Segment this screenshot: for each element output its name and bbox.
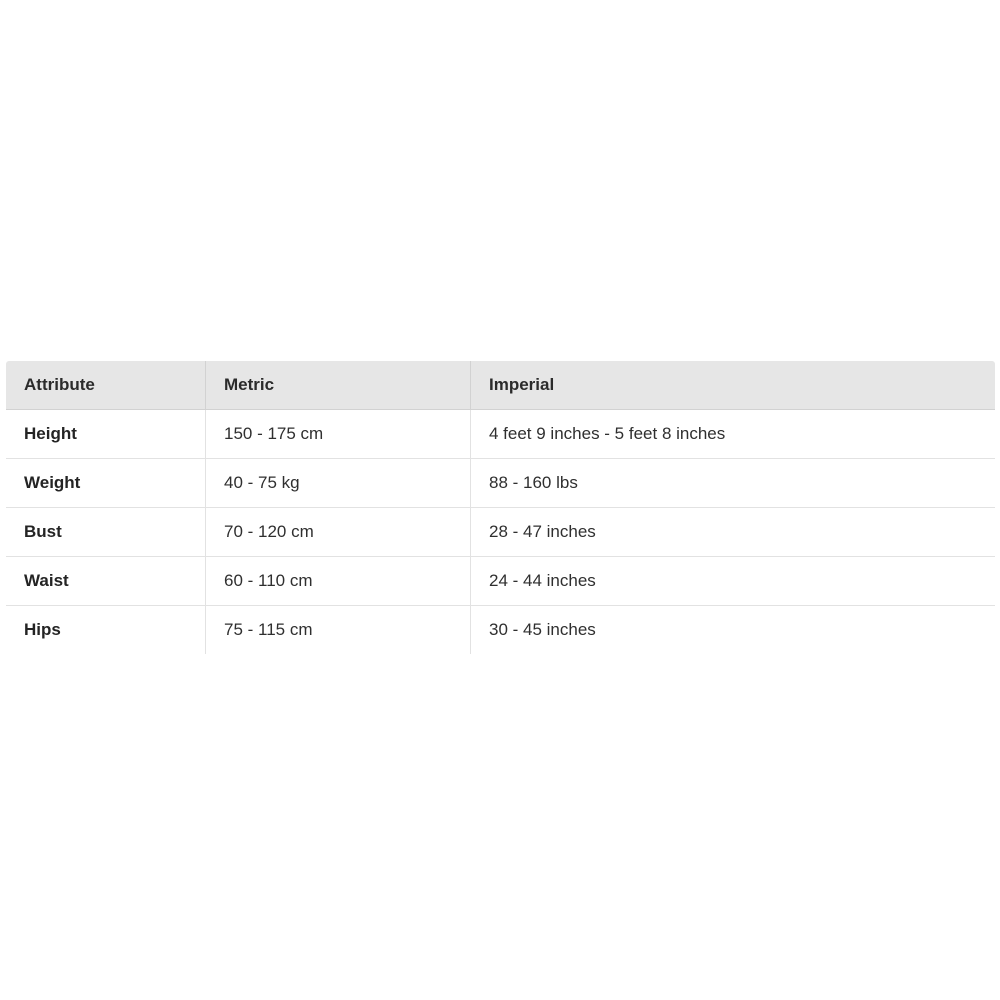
table-body [6,410,996,655]
cell-metric: 75 - 115 cm [206,606,471,655]
table-row [6,410,996,459]
table-row [6,459,996,508]
cell-imperial: 4 feet 9 inches - 5 feet 8 inches [471,410,996,459]
measurements-table-container [5,360,995,655]
cell-attribute: Bust [6,508,206,557]
cell-imperial: 24 - 44 inches [471,557,996,606]
cell-metric: 60 - 110 cm [206,557,471,606]
table-row [6,606,996,655]
measurements-table [5,360,996,655]
column-header-metric: Metric [206,361,471,410]
table-row [6,508,996,557]
cell-attribute: Height [6,410,206,459]
cell-attribute: Hips [6,606,206,655]
column-header-attribute: Attribute [6,361,206,410]
column-header-imperial: Imperial [471,361,996,410]
table-header [6,361,996,410]
cell-metric: 70 - 120 cm [206,508,471,557]
table-row [6,557,996,606]
table-header-row [6,361,996,410]
cell-metric: 40 - 75 kg [206,459,471,508]
cell-imperial: 30 - 45 inches [471,606,996,655]
cell-attribute: Weight [6,459,206,508]
cell-metric: 150 - 175 cm [206,410,471,459]
cell-attribute: Waist [6,557,206,606]
cell-imperial: 28 - 47 inches [471,508,996,557]
cell-imperial: 88 - 160 lbs [471,459,996,508]
